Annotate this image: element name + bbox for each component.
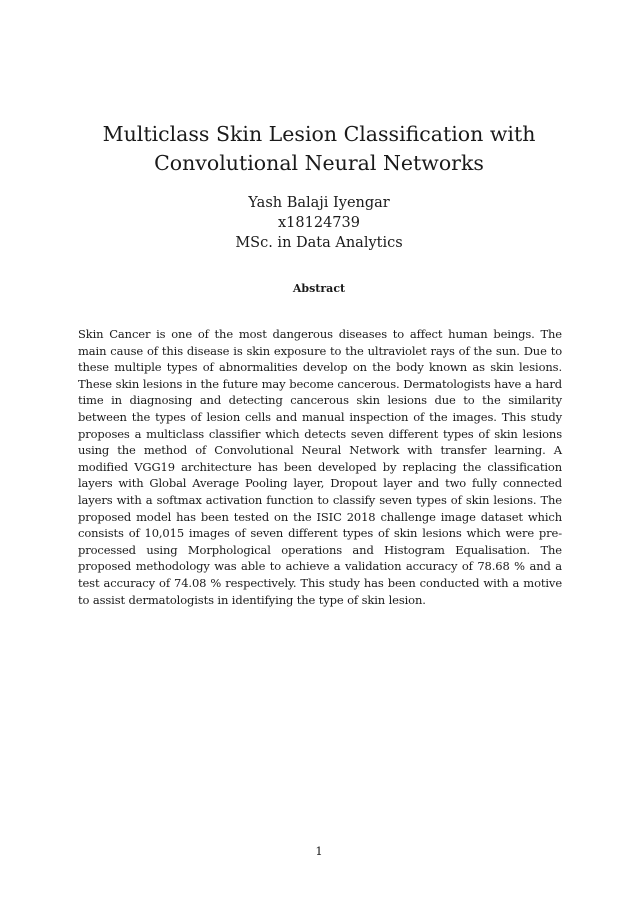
page-number: 1 <box>315 844 323 858</box>
author-name: Yash Balaji Iyengar <box>248 195 390 211</box>
paper-title-line-2: Convolutional Neural Networks <box>154 151 484 175</box>
paper-title-line-1: Multiclass Skin Lesion Classification with <box>102 122 536 146</box>
paper-title <box>0 120 638 178</box>
student-id: x18124739 <box>278 215 360 231</box>
abstract-heading: Abstract <box>292 282 346 295</box>
programme: MSc. in Data Analytics <box>235 235 403 251</box>
author-block <box>0 193 638 253</box>
abstract-text: Skin Cancer is one of the most dangerous diseases to affect human beings. The main cause of this disease is skin exposure to the ultraviolet rays of the sun. Due to these multiple types of abnormalities develop on the body known as skin lesions. These skin lesions in the future may become cancerous. Dermatologists have a hard time in diagnosing and detecting cancerous skin lesions due to the similarity between the types of lesion cells and manual inspection of the images. This study proposes a multiclass classifier which detects seven different types of skin lesions using the method of Convolutional Neural Network with transfer learning. A modified VGG19 architecture has been developed by replacing the classification layers with Global Average Pooling layer, Dropout layer and two fully connected layers with a softmax activation function to classify seven types of skin lesions. The proposed model has been tested on the ISIC 2018 challenge image dataset which consists of 10,015 images of seven different types of skin lesions which were pre-processed using Morphological operations and Histogram Equalisation. The proposed methodology was able to achieve a validation accuracy of 78.68 % and a test accuracy of 74.08 % respectively. This study has been conducted with a motive to assist dermatologists in identifying the type of skin lesion. <box>78 327 562 607</box>
